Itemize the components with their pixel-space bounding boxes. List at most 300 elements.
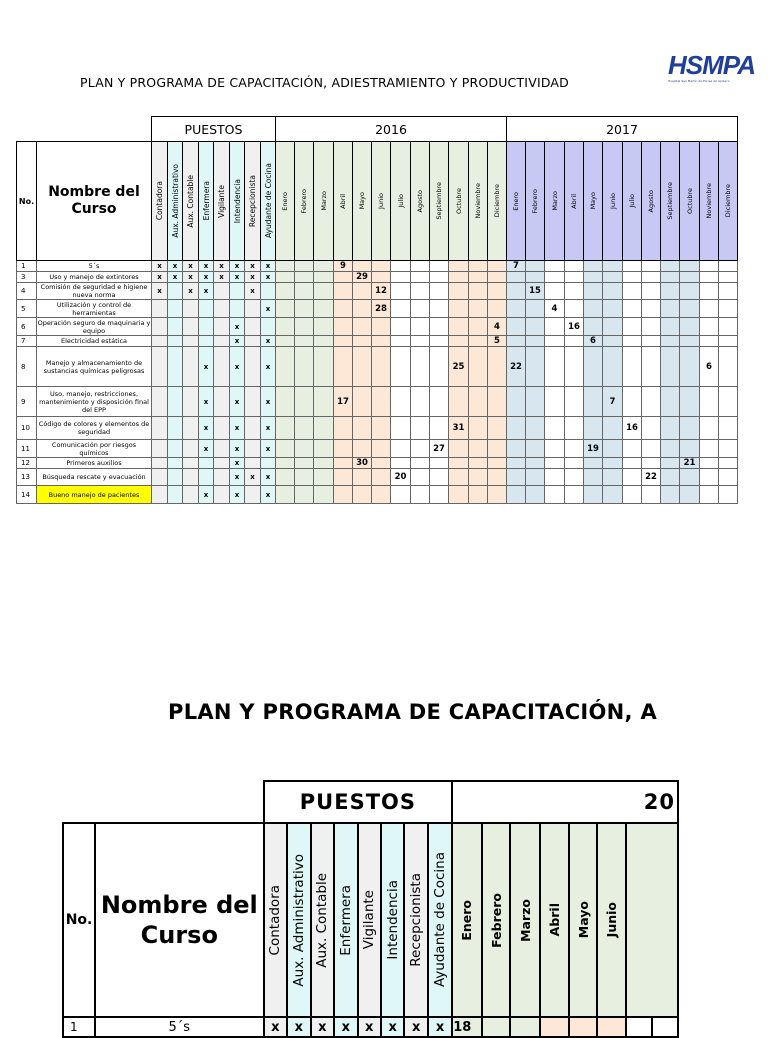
position-mark: x — [152, 261, 168, 272]
schedule-day-2016 — [276, 469, 295, 486]
schedule-day-2017 — [719, 336, 738, 347]
position-mark: x — [261, 417, 276, 440]
schedule-day-2017: 7 — [603, 387, 623, 417]
hospital-logo — [668, 50, 755, 83]
position-mark: x — [230, 261, 245, 272]
course-row — [17, 440, 738, 458]
schedule-day-2016 — [391, 272, 411, 283]
course-name: Primeros auxilios — [37, 458, 152, 469]
position-mark — [152, 387, 168, 417]
month-header-zoomed-3-label: Abril — [546, 903, 562, 937]
course-name: Uso, manejo, restricciones, mantenimiento y disposición final del EPP — [37, 387, 152, 417]
schedule-day-2017 — [526, 458, 545, 469]
position-header-3 — [199, 142, 214, 261]
position-mark: x — [230, 347, 245, 387]
position-mark — [199, 336, 214, 347]
schedule-day-2017 — [719, 458, 738, 469]
schedule-day-2017 — [700, 440, 719, 458]
schedule-day-2016 — [430, 336, 449, 347]
schedule-day-2016 — [411, 272, 430, 283]
position-mark: x — [152, 272, 168, 283]
schedule-day-2016 — [295, 486, 314, 504]
position-mark — [152, 347, 168, 387]
schedule-day-2017 — [545, 318, 565, 336]
schedule-day-2017 — [603, 300, 623, 318]
course-row — [17, 458, 738, 469]
schedule-day-2016 — [276, 387, 295, 417]
position-mark — [245, 440, 261, 458]
schedule-day-2016 — [469, 417, 488, 440]
month-header-zoomed-3 — [540, 823, 569, 1017]
schedule-day-2016 — [295, 261, 314, 272]
month-2017-header-3 — [565, 142, 584, 261]
schedule-day-2016 — [372, 347, 391, 387]
course-row — [17, 387, 738, 417]
position-mark — [183, 300, 199, 318]
position-mark: x — [199, 261, 214, 272]
position-mark — [199, 318, 214, 336]
schedule-day-2016 — [314, 387, 334, 417]
training-schedule-table-zoomed — [62, 780, 679, 1038]
schedule-day-2016 — [314, 318, 334, 336]
course-number: 3 — [17, 272, 37, 283]
schedule-day-2016 — [449, 283, 469, 300]
schedule-day-2017 — [526, 440, 545, 458]
schedule-cell-zoomed — [597, 1017, 626, 1037]
schedule-day-2017 — [507, 283, 526, 300]
schedule-day-2016 — [488, 261, 507, 272]
position-mark — [168, 417, 183, 440]
schedule-day-2016 — [353, 387, 372, 417]
schedule-day-2017 — [565, 440, 584, 458]
schedule-day-2017 — [680, 336, 700, 347]
schedule-day-2017 — [507, 318, 526, 336]
schedule-day-2017 — [584, 318, 603, 336]
schedule-day-2016 — [469, 469, 488, 486]
position-mark — [245, 486, 261, 504]
month-2017-header-3-label: Abril — [570, 193, 578, 209]
schedule-day-2017: 15 — [526, 283, 545, 300]
month-2017-header-6-label: Julio — [628, 194, 636, 208]
schedule-day-2017 — [603, 336, 623, 347]
schedule-day-2017 — [507, 300, 526, 318]
schedule-day-2016 — [353, 486, 372, 504]
month-2017-header-8 — [661, 142, 680, 261]
month-2016-header-11 — [488, 142, 507, 261]
position-mark — [261, 283, 276, 300]
schedule-day-2017 — [507, 417, 526, 440]
schedule-day-2017: 16 — [623, 417, 642, 440]
schedule-day-2016 — [353, 347, 372, 387]
position-mark — [183, 469, 199, 486]
position-mark — [214, 440, 230, 458]
month-2016-header-2 — [314, 142, 334, 261]
position-mark — [168, 318, 183, 336]
schedule-day-2016: 20 — [391, 469, 411, 486]
schedule-day-2017 — [623, 318, 642, 336]
month-2017-header-5 — [603, 142, 623, 261]
month-2016-header-5 — [372, 142, 391, 261]
schedule-day-2017 — [565, 387, 584, 417]
schedule-day-2016 — [372, 486, 391, 504]
position-header-zoomed-0 — [264, 823, 287, 1017]
schedule-day-2017 — [507, 272, 526, 283]
schedule-day-2017 — [642, 417, 661, 440]
schedule-day-2016 — [430, 469, 449, 486]
position-mark — [168, 336, 183, 347]
schedule-day-2017 — [661, 417, 680, 440]
schedule-day-2016 — [295, 272, 314, 283]
schedule-day-2016: 9 — [334, 261, 353, 272]
position-mark — [199, 458, 214, 469]
schedule-day-2017 — [700, 300, 719, 318]
month-2016-header-3-label: Abril — [339, 193, 347, 209]
position-mark — [214, 387, 230, 417]
schedule-day-2016 — [314, 347, 334, 387]
schedule-day-2017 — [719, 272, 738, 283]
position-header-6 — [245, 142, 261, 261]
schedule-day-2016 — [276, 417, 295, 440]
position-mark — [183, 336, 199, 347]
schedule-day-2017 — [680, 440, 700, 458]
schedule-day-2017 — [507, 469, 526, 486]
position-header-0 — [152, 142, 168, 261]
schedule-day-2016 — [391, 347, 411, 387]
month-2016-header-5-label: Junio — [377, 193, 385, 209]
position-header-4-label: Vigilante — [217, 184, 226, 218]
schedule-day-2016 — [469, 440, 488, 458]
schedule-day-2016 — [295, 387, 314, 417]
course-name: Comunicación por riesgos químicos — [37, 440, 152, 458]
position-mark-zoomed: x — [311, 1017, 334, 1037]
schedule-day-2016 — [449, 469, 469, 486]
position-mark-zoomed: x — [404, 1017, 427, 1037]
position-mark — [152, 486, 168, 504]
position-mark: x — [261, 347, 276, 387]
schedule-day-2017 — [623, 440, 642, 458]
position-mark: x — [261, 300, 276, 318]
month-2017-header-8-label: Septiembre — [666, 182, 674, 220]
course-row — [17, 417, 738, 440]
schedule-day-2017 — [526, 300, 545, 318]
schedule-day-2017 — [526, 347, 545, 387]
position-mark — [183, 387, 199, 417]
schedule-day-2016 — [411, 283, 430, 300]
course-number: 12 — [17, 458, 37, 469]
position-mark — [183, 458, 199, 469]
position-mark — [214, 318, 230, 336]
schedule-day-2016 — [430, 387, 449, 417]
month-2016-header-0-label: Enero — [281, 191, 289, 211]
schedule-day-2017 — [526, 486, 545, 504]
schedule-day-2016 — [469, 458, 488, 469]
schedule-day-2017 — [565, 300, 584, 318]
schedule-day-2016 — [295, 347, 314, 387]
position-mark: x — [152, 283, 168, 300]
position-mark — [183, 417, 199, 440]
schedule-day-2017 — [603, 261, 623, 272]
position-mark — [245, 387, 261, 417]
schedule-day-2017 — [642, 440, 661, 458]
schedule-day-2016 — [469, 347, 488, 387]
month-2016-header-6 — [391, 142, 411, 261]
month-header-zoomed-0 — [452, 823, 481, 1017]
position-mark: x — [230, 336, 245, 347]
schedule-day-2017 — [526, 417, 545, 440]
month-2017-header-1-label: Febrero — [531, 188, 539, 214]
schedule-day-2016 — [353, 440, 372, 458]
schedule-day-2016 — [449, 458, 469, 469]
position-mark: x — [214, 272, 230, 283]
position-header-7-label: Ayudante de Cocina — [263, 163, 273, 239]
schedule-day-2017 — [623, 387, 642, 417]
course-number: 9 — [17, 387, 37, 417]
course-number: 5 — [17, 300, 37, 318]
course-row-zoomed — [63, 1017, 678, 1037]
schedule-day-2017 — [623, 300, 642, 318]
position-mark — [245, 347, 261, 387]
schedule-day-2017 — [719, 300, 738, 318]
month-2016-header-7-label: Agosto — [416, 189, 424, 213]
schedule-day-2017 — [661, 261, 680, 272]
course-number: 7 — [17, 336, 37, 347]
schedule-day-2016 — [372, 272, 391, 283]
position-header-zoomed-6-label: Recepcionista — [408, 873, 425, 967]
schedule-day-2016 — [469, 387, 488, 417]
month-2017-header-7 — [642, 142, 661, 261]
schedule-day-2017 — [642, 318, 661, 336]
course-number: 6 — [17, 318, 37, 336]
schedule-day-2017 — [719, 347, 738, 387]
position-mark — [168, 283, 183, 300]
schedule-day-2017 — [680, 300, 700, 318]
schedule-day-2017 — [661, 336, 680, 347]
schedule-day-2016 — [314, 336, 334, 347]
month-2016-header-11-label: Diciembre — [493, 184, 501, 218]
position-mark — [168, 440, 183, 458]
position-mark: x — [245, 261, 261, 272]
course-row — [17, 347, 738, 387]
schedule-day-2017 — [661, 387, 680, 417]
schedule-day-2016: 27 — [430, 440, 449, 458]
position-mark — [152, 458, 168, 469]
course-name: 5´s — [37, 261, 152, 272]
schedule-day-2017 — [545, 440, 565, 458]
position-header-zoomed-5 — [381, 823, 404, 1017]
schedule-day-2016 — [334, 486, 353, 504]
schedule-day-2016 — [295, 336, 314, 347]
schedule-day-2016: 17 — [334, 387, 353, 417]
schedule-cell-zoomed — [482, 1017, 511, 1037]
schedule-day-2017 — [680, 318, 700, 336]
position-mark: x — [168, 261, 183, 272]
position-mark — [230, 300, 245, 318]
schedule-day-2016 — [449, 318, 469, 336]
position-mark: x — [245, 272, 261, 283]
schedule-day-2017 — [584, 347, 603, 387]
schedule-day-2017 — [661, 469, 680, 486]
schedule-day-2016 — [314, 458, 334, 469]
schedule-day-2017: 6 — [584, 336, 603, 347]
month-2017-header-0 — [507, 142, 526, 261]
schedule-day-2016 — [488, 417, 507, 440]
schedule-day-2017 — [661, 318, 680, 336]
schedule-day-2016 — [276, 283, 295, 300]
course-name: Electricidad estática — [37, 336, 152, 347]
position-header-1-label: Aux. Administrativo — [170, 164, 180, 238]
schedule-day-2017 — [603, 486, 623, 504]
position-mark — [245, 300, 261, 318]
month-2017-header-4-label: Mayo — [589, 192, 597, 210]
month-2017-header-11-label: Diciembre — [724, 184, 732, 218]
month-header-zoomed-5-label: Junio — [604, 902, 620, 938]
position-header-5-label: Intendencia — [232, 178, 242, 224]
schedule-day-2016 — [295, 440, 314, 458]
position-mark: x — [199, 417, 214, 440]
schedule-day-2017 — [700, 272, 719, 283]
schedule-day-2017 — [623, 261, 642, 272]
position-mark — [245, 458, 261, 469]
position-mark: x — [199, 486, 214, 504]
schedule-day-2017 — [545, 272, 565, 283]
course-number: 11 — [17, 440, 37, 458]
course-number: 1 — [17, 261, 37, 272]
schedule-day-2016 — [276, 347, 295, 387]
course-name: Comisión de seguridad e higiene nueva norma — [37, 283, 152, 300]
schedule-day-2016 — [276, 458, 295, 469]
schedule-day-2017 — [719, 486, 738, 504]
position-mark: x — [261, 272, 276, 283]
training-schedule-table — [16, 116, 738, 504]
schedule-day-2016 — [449, 336, 469, 347]
position-mark-zoomed: x — [428, 1017, 452, 1037]
course-number-zoomed: 1 — [63, 1017, 95, 1037]
position-mark — [214, 300, 230, 318]
schedule-day-2016 — [314, 486, 334, 504]
position-mark — [168, 387, 183, 417]
logo-text: HSMPA — [668, 50, 755, 80]
schedule-day-2016 — [353, 336, 372, 347]
schedule-day-2017 — [565, 272, 584, 283]
month-2017-header-2-label: Marzo — [550, 191, 559, 211]
schedule-day-2017 — [545, 336, 565, 347]
schedule-day-2016 — [314, 300, 334, 318]
schedule-day-2016 — [391, 318, 411, 336]
schedule-day-2017 — [719, 261, 738, 272]
schedule-day-2017 — [603, 417, 623, 440]
schedule-day-2016 — [372, 261, 391, 272]
position-mark: x — [199, 272, 214, 283]
position-mark: x — [230, 417, 245, 440]
position-mark — [214, 486, 230, 504]
schedule-day-2017 — [545, 283, 565, 300]
position-mark: x — [245, 283, 261, 300]
document-title-zoomed: PLAN Y PROGRAMA DE CAPACITACIÓN, A — [168, 700, 657, 724]
month-header-zoomed-4-label: Mayo — [575, 901, 591, 939]
schedule-day-2017 — [719, 387, 738, 417]
schedule-day-2017 — [545, 387, 565, 417]
schedule-day-2016 — [334, 336, 353, 347]
schedule-day-2016 — [295, 417, 314, 440]
position-header-zoomed-6 — [404, 823, 427, 1017]
position-header-zoomed-7-label: Ayudante de Cocina — [432, 852, 449, 988]
schedule-day-2017 — [565, 261, 584, 272]
position-mark-zoomed: x — [358, 1017, 381, 1037]
schedule-day-2016: 29 — [353, 272, 372, 283]
schedule-day-2017: 4 — [545, 300, 565, 318]
schedule-day-2017 — [603, 318, 623, 336]
position-mark: x — [230, 469, 245, 486]
month-2016-header-3 — [334, 142, 353, 261]
month-2017-header-10-label: Noviembre — [705, 183, 713, 219]
position-mark: x — [168, 272, 183, 283]
schedule-day-2017: 16 — [565, 318, 584, 336]
schedule-day-2017 — [584, 283, 603, 300]
schedule-day-2017 — [719, 417, 738, 440]
position-mark — [199, 300, 214, 318]
schedule-day-2016 — [353, 283, 372, 300]
schedule-day-2016 — [411, 387, 430, 417]
schedule-day-2016 — [334, 458, 353, 469]
schedule-day-2017 — [603, 458, 623, 469]
position-header-zoomed-2 — [311, 823, 334, 1017]
position-mark: x — [230, 486, 245, 504]
schedule-day-2017 — [680, 417, 700, 440]
position-mark: x — [199, 347, 214, 387]
schedule-day-2016 — [391, 336, 411, 347]
position-header-6-label: Recepcionista — [248, 174, 257, 228]
position-mark: x — [261, 387, 276, 417]
month-header-zoomed-1 — [482, 823, 511, 1017]
schedule-day-2016 — [276, 440, 295, 458]
schedule-day-2016 — [449, 261, 469, 272]
position-mark: x — [245, 469, 261, 486]
month-2016-header-1 — [295, 142, 314, 261]
schedule-day-2016 — [391, 440, 411, 458]
schedule-day-2017 — [700, 318, 719, 336]
schedule-day-2017 — [565, 458, 584, 469]
schedule-day-2016 — [276, 486, 295, 504]
schedule-day-2016 — [449, 272, 469, 283]
course-name-zoomed: 5´s — [95, 1017, 264, 1037]
schedule-day-2017 — [642, 336, 661, 347]
schedule-day-2016 — [469, 272, 488, 283]
position-header-zoomed-2-label: Aux. Contable — [314, 872, 331, 968]
course-name: Manejo y almacenamiento de sustancias químicas peligrosas — [37, 347, 152, 387]
schedule-day-2016 — [295, 283, 314, 300]
schedule-day-2016 — [334, 417, 353, 440]
month-header-zoomed-0-label: Enero — [459, 899, 475, 941]
schedule-day-2016 — [353, 300, 372, 318]
schedule-day-2017 — [526, 336, 545, 347]
year-2016-header: 2016 — [276, 117, 507, 142]
position-header-3-label: Enfermera — [201, 181, 211, 221]
month-2016-header-10 — [469, 142, 488, 261]
schedule-day-2017 — [565, 336, 584, 347]
no-column-header: No. — [17, 142, 37, 261]
course-name: Bueno manejo de pacientes — [37, 486, 152, 504]
schedule-day-2016 — [353, 469, 372, 486]
schedule-day-2017 — [700, 486, 719, 504]
schedule-day-2017 — [565, 347, 584, 387]
schedule-day-2016 — [411, 417, 430, 440]
schedule-day-2016 — [353, 261, 372, 272]
month-2016-header-0 — [276, 142, 295, 261]
month-header-zoomed-5 — [597, 823, 626, 1017]
schedule-day-2017 — [545, 469, 565, 486]
position-mark — [199, 469, 214, 486]
position-mark: x — [230, 440, 245, 458]
